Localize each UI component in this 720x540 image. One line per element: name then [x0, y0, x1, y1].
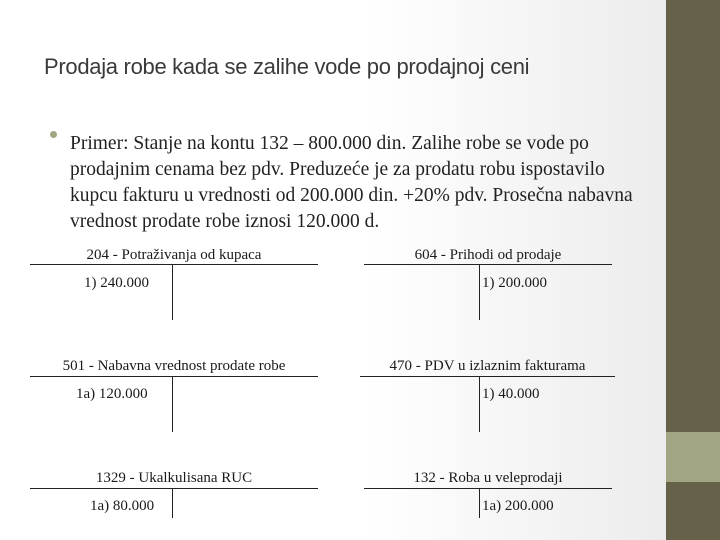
t-account-entry-604: 1) 200.000 — [482, 275, 547, 291]
t-account-entry-204: 1) 240.000 — [84, 275, 149, 291]
sidebar-accent-block — [666, 432, 720, 482]
t-account-divider-1329 — [172, 488, 173, 518]
t-account-rule-1329 — [30, 488, 318, 489]
t-account-title-604: 604 - Prihodi od prodaje — [414, 247, 562, 263]
bullet-text: Primer: Stanje na kontu 132 – 800.000 din. Zalihe robe se vode po prodajnim cenama bez pdv. Preduzeće je za prodatu robu ispostavilo kupcu fakturu u vrednosti od 200.000 din. +20% pdv. Prosečna nabavna vrednost prodate robe iznosi 120.000 d. — [70, 133, 633, 232]
t-account-title-501: 501 - Nabavna vrednost prodate robe — [62, 358, 286, 374]
t-account-divider-501 — [172, 376, 173, 432]
t-account-entry-132: 1a) 200.000 — [482, 498, 554, 514]
t-account-entry-501: 1a) 120.000 — [76, 386, 148, 402]
t-account-rule-132 — [364, 488, 612, 489]
t-account-rule-501 — [30, 376, 318, 377]
t-account-entry-470: 1) 40.000 — [482, 386, 540, 402]
t-account-divider-204 — [172, 264, 173, 320]
t-account-rule-604 — [364, 264, 612, 265]
t-account-entry-1329: 1a) 80.000 — [90, 498, 155, 514]
t-account-title-470: 470 - PDV u izlaznim fakturama — [389, 358, 586, 374]
bullet-icon — [50, 131, 57, 138]
t-account-divider-470 — [479, 376, 480, 432]
t-account-title-1329: 1329 - Ukalkulisana RUC — [95, 470, 253, 486]
t-account-divider-604 — [479, 264, 480, 320]
slide-title: Prodaja robe kada se zalihe vode po prodajnoj ceni — [44, 54, 530, 79]
t-account-rule-470 — [360, 376, 615, 377]
t-account-rule-204 — [30, 264, 318, 265]
t-account-title-204: 204 - Potraživanja od kupaca — [86, 247, 262, 263]
t-account-title-132: 132 - Roba u veleprodaji — [413, 470, 563, 486]
t-account-divider-132 — [479, 488, 480, 518]
